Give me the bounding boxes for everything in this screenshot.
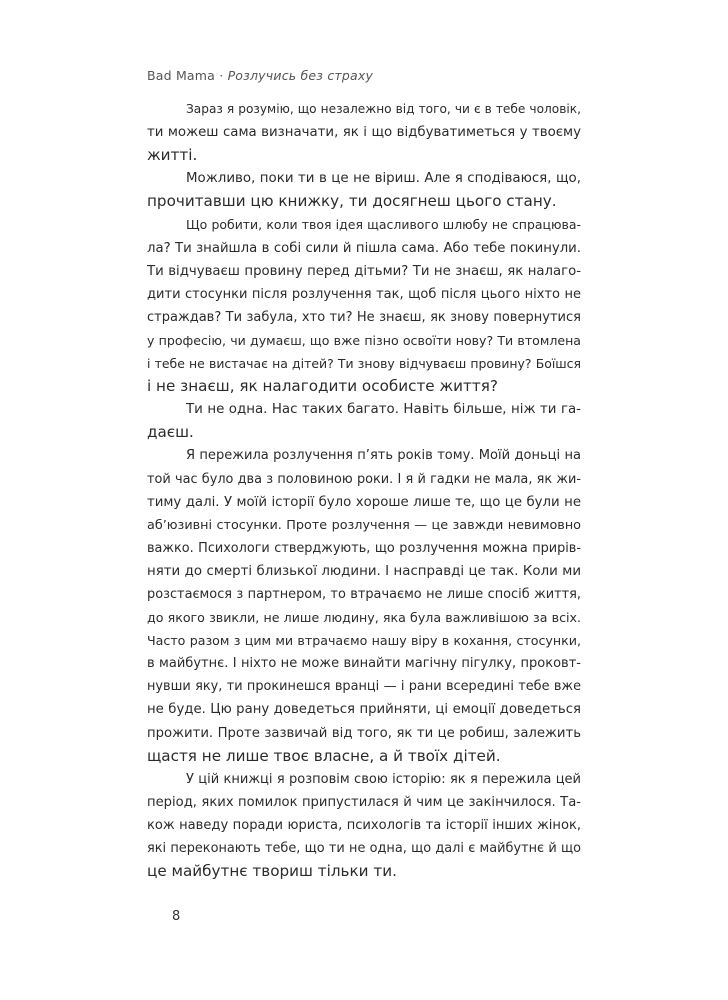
text-line: тиму далі. У моїй історії було хороше лише те, що це були не [147,494,581,510]
text-line: Що робити, коли твоя ідея щасливого шлюбу не спрацюва- [186,217,581,233]
text-line: той час було два з половиною роки. І я й гадки не мала, як жи- [147,471,581,487]
text-line: розстаємося з партнером, то втрачаємо не лише спосіб життя, [147,586,581,602]
paragraph [147,213,581,398]
paragraph [147,768,581,883]
text-line: Зараз я розумію, що незалежно від того, чи є в тебе чоловік, [186,102,581,116]
text-line: ла? Ти знайшла в собі сили й пішла сама. Або тебе покинули. [147,240,581,256]
paragraph [147,444,581,767]
text-line: Можливо, поки ти в це не віриш. Але я сподіваюся, що, [186,171,581,187]
paragraph [147,398,581,444]
series-title: Bad Mama [147,68,216,83]
paragraph [147,98,581,167]
text-line: прочитавши цю книжку, ти досягнеш цього стану. [147,192,557,211]
text-line: Ти не одна. Нас таких багато. Навіть більше, ніж ти га- [186,402,581,418]
text-line: період, яких помилок припустилася й чим це закінчилося. Та- [147,794,581,810]
text-line: житті. [147,146,198,165]
text-line: щастя не лише твоє власне, а й твоїх дітей. [147,746,501,765]
text-line: важко. Психологи стверджують, що розлучення можна прирів- [147,540,581,556]
text-line: Я пережила розлучення п’ять років тому. Моїй доньці на [186,448,581,464]
text-line: які переконають тебе, що ти не одна, що далі є майбутнє й що [147,841,581,856]
text-line: даєш. [147,423,194,442]
text-line: в майбутнє. І ніхто не може винайти магічну пігулку, проковт- [147,656,581,672]
paragraph [147,167,581,213]
text-line: не буде. Цю рану доведеться прийняти, ці емоції доведеться [147,702,581,718]
page-number: 8 [172,909,181,924]
running-header [147,68,373,83]
text-line: і не знаєш, як налагодити особисте життя? [147,377,498,396]
text-line: ти можеш сама визначати, як і що відбуватиметься у твоєму [147,125,581,141]
text-line: няти до смерті близької людини. І насправді це так. Коли ми [147,563,581,579]
text-line: нувши яку, ти прокинешся вранці — і рани всередині тебе вже [147,679,581,695]
text-line: страждав? Ти забула, хто ти? Не знаєш, як знову повернутися [147,309,581,325]
text-line: аб’юзивні стосунки. Проте розлучення — це завжди невимовно [147,517,581,533]
text-line: дити стосунки після розлучення так, щоб після цього ніхто не [147,286,581,302]
text-line: до якого звикли, не лише людину, яка була важливішою за всіх. [147,610,581,626]
book-title: Розлучись без страху [227,68,374,83]
header-separator: · [215,68,228,83]
text-line: кож наведу поради юриста, психологів та історії інших жінок, [147,817,581,833]
text-line: у професію, чи думаєш, що вже пізно освоїти нову? Ти втомлена [147,332,581,348]
text-line: це майбутнє твориш тільки ти. [147,862,397,881]
text-line: прожити. Проте зазвичай від того, як ти це робиш, залежить [147,725,581,741]
text-line: Ти відчуваєш провину перед дітьми? Ти не знаєш, як налаго- [147,263,581,279]
text-line: Часто разом з цим ми втрачаємо нашу віру в кохання, стосунки, [147,633,581,649]
page-body [147,98,581,883]
text-line: У цій книжці я розповім свою історію: як я пережила цей [186,771,581,787]
text-line: і тебе не вистачає на дітей? Ти знову відчуваєш провину? Боїшся [147,356,581,372]
